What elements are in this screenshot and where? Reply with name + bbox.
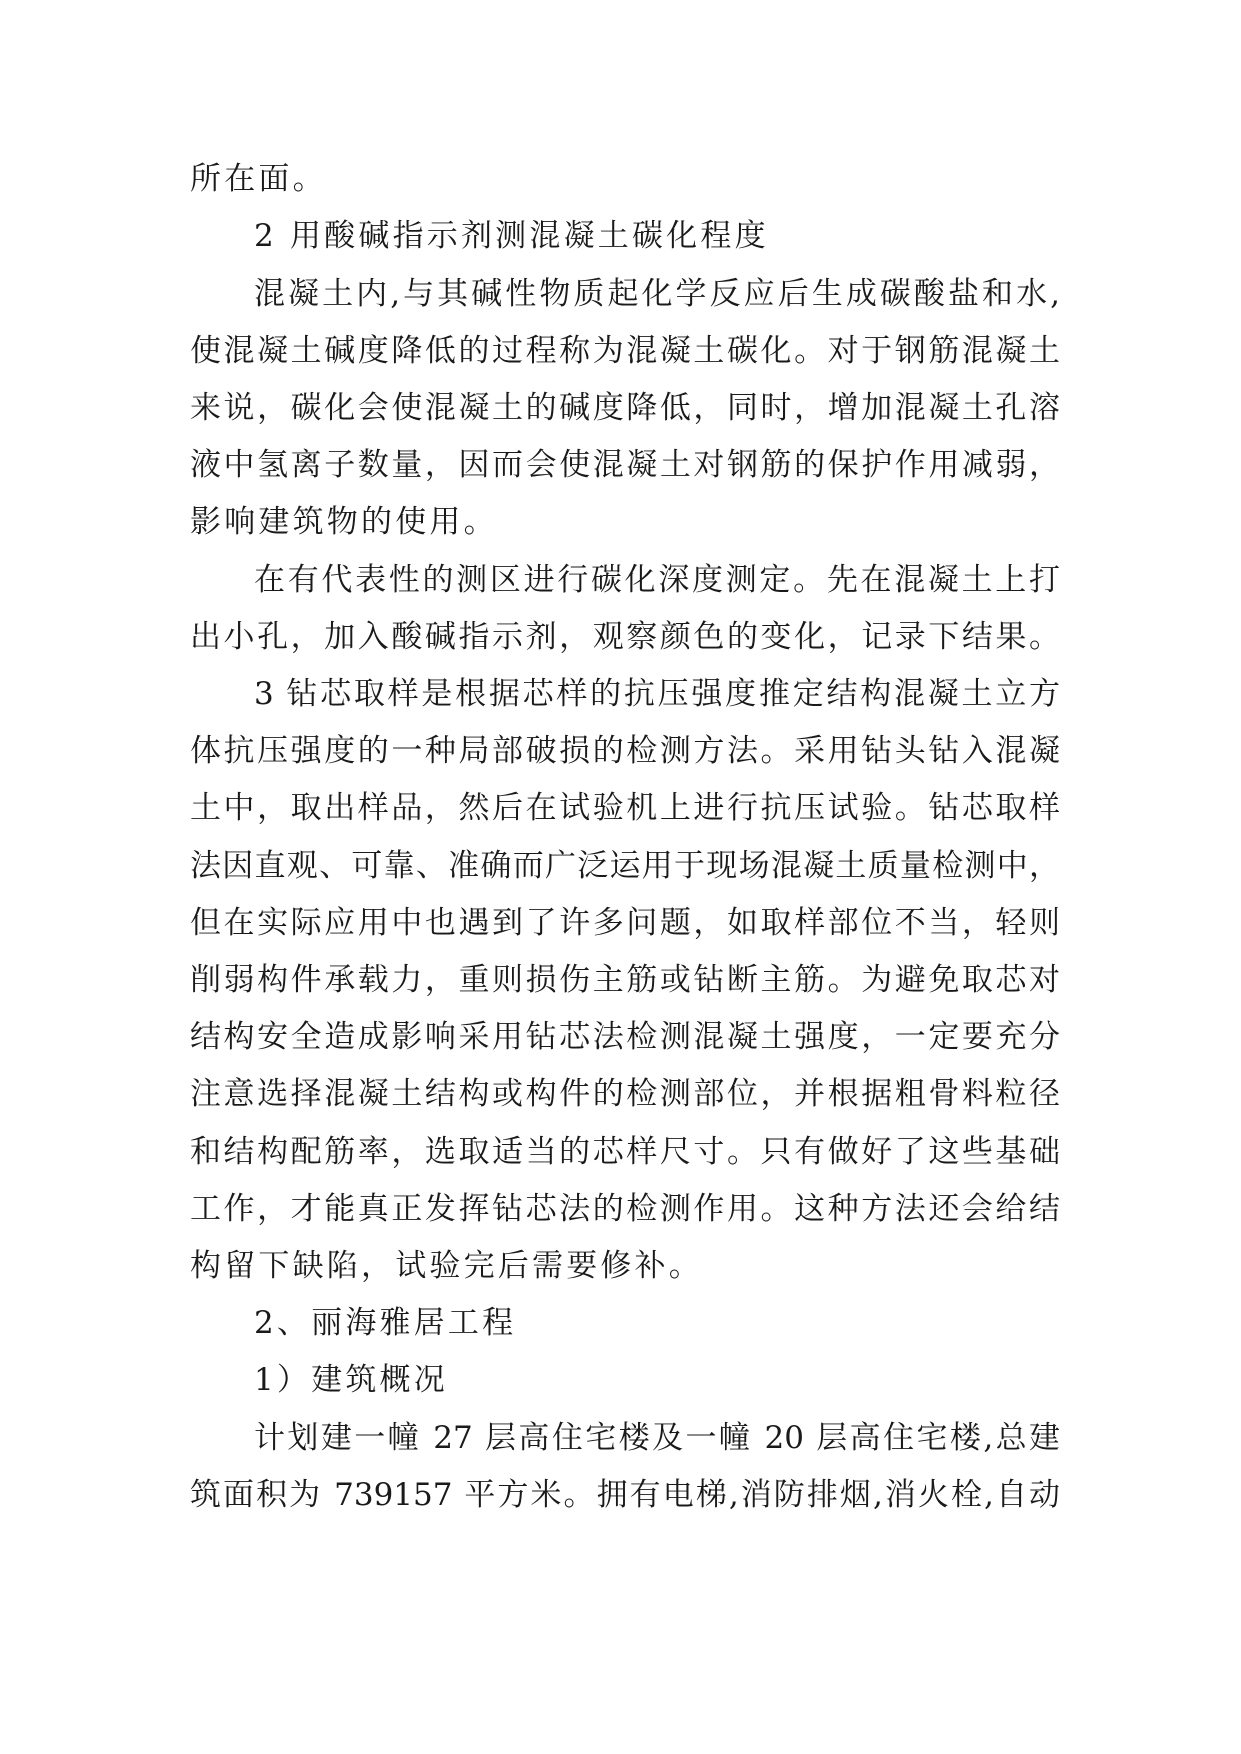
text-line: 出小孔，加入酸碱指示剂，观察颜色的变化，记录下结果。: [190, 619, 1060, 655]
text-line: 体抗压强度的一种局部破损的检测方法。采用钻头钻入混凝: [190, 733, 1060, 769]
text-line: 工作，才能真正发挥钻芯法的检测作用。这种方法还会给结: [190, 1191, 1060, 1227]
section-heading: 2 用酸碱指示剂测混凝土碳化程度: [254, 218, 769, 254]
text-line: 削弱构件承载力，重则损伤主筋或钻断主筋。为避免取芯对: [190, 962, 1060, 998]
text-line: 结构安全造成影响采用钻芯法检测混凝土强度，一定要充分: [190, 1019, 1060, 1055]
text-line: 计划建一幢 27 层高住宅楼及一幢 20 层高住宅楼,总建: [254, 1420, 1060, 1456]
text-line: 使混凝土碱度降低的过程称为混凝土碳化。对于钢筋混凝土: [190, 333, 1060, 369]
text-line: 构留下缺陷，试验完后需要修补。: [190, 1248, 703, 1284]
text-line: 但在实际应用中也遇到了许多问题，如取样部位不当，轻则: [190, 905, 1060, 941]
subsection-heading: 1）建筑概况: [254, 1362, 448, 1398]
text-line: 液中氢离子数量，因而会使混凝土对钢筋的保护作用减弱，: [190, 447, 1060, 483]
section-heading: 2、丽海雅居工程: [254, 1305, 517, 1341]
text-line: 和结构配筋率，选取适当的芯样尺寸。只有做好了这些基础: [190, 1134, 1060, 1170]
text-line: 影响建筑物的使用。: [190, 504, 498, 540]
text-line: 土中，取出样品，然后在试验机上进行抗压试验。钻芯取样: [190, 790, 1060, 826]
text-line: 筑面积为 739157 平方米。拥有电梯,消防排烟,消火栓,自动: [190, 1477, 1060, 1513]
text-line: 法因直观、可靠、准确而广泛运用于现场混凝土质量检测中，: [190, 848, 1060, 884]
text-line: 注意选择混凝土结构或构件的检测部位，并根据粗骨料粒径: [190, 1076, 1060, 1112]
text-line: 3 钻芯取样是根据芯样的抗压强度推定结构混凝土立方: [254, 676, 1060, 712]
text-line: 来说，碳化会使混凝土的碱度降低，同时，增加混凝土孔溶: [190, 390, 1060, 426]
text-line: 在有代表性的测区进行碳化深度测定。先在混凝土上打: [254, 562, 1060, 598]
text-line: 所在面。: [190, 161, 327, 197]
text-line: 混凝土内,与其碱性物质起化学反应后生成碳酸盐和水,: [254, 276, 1060, 312]
